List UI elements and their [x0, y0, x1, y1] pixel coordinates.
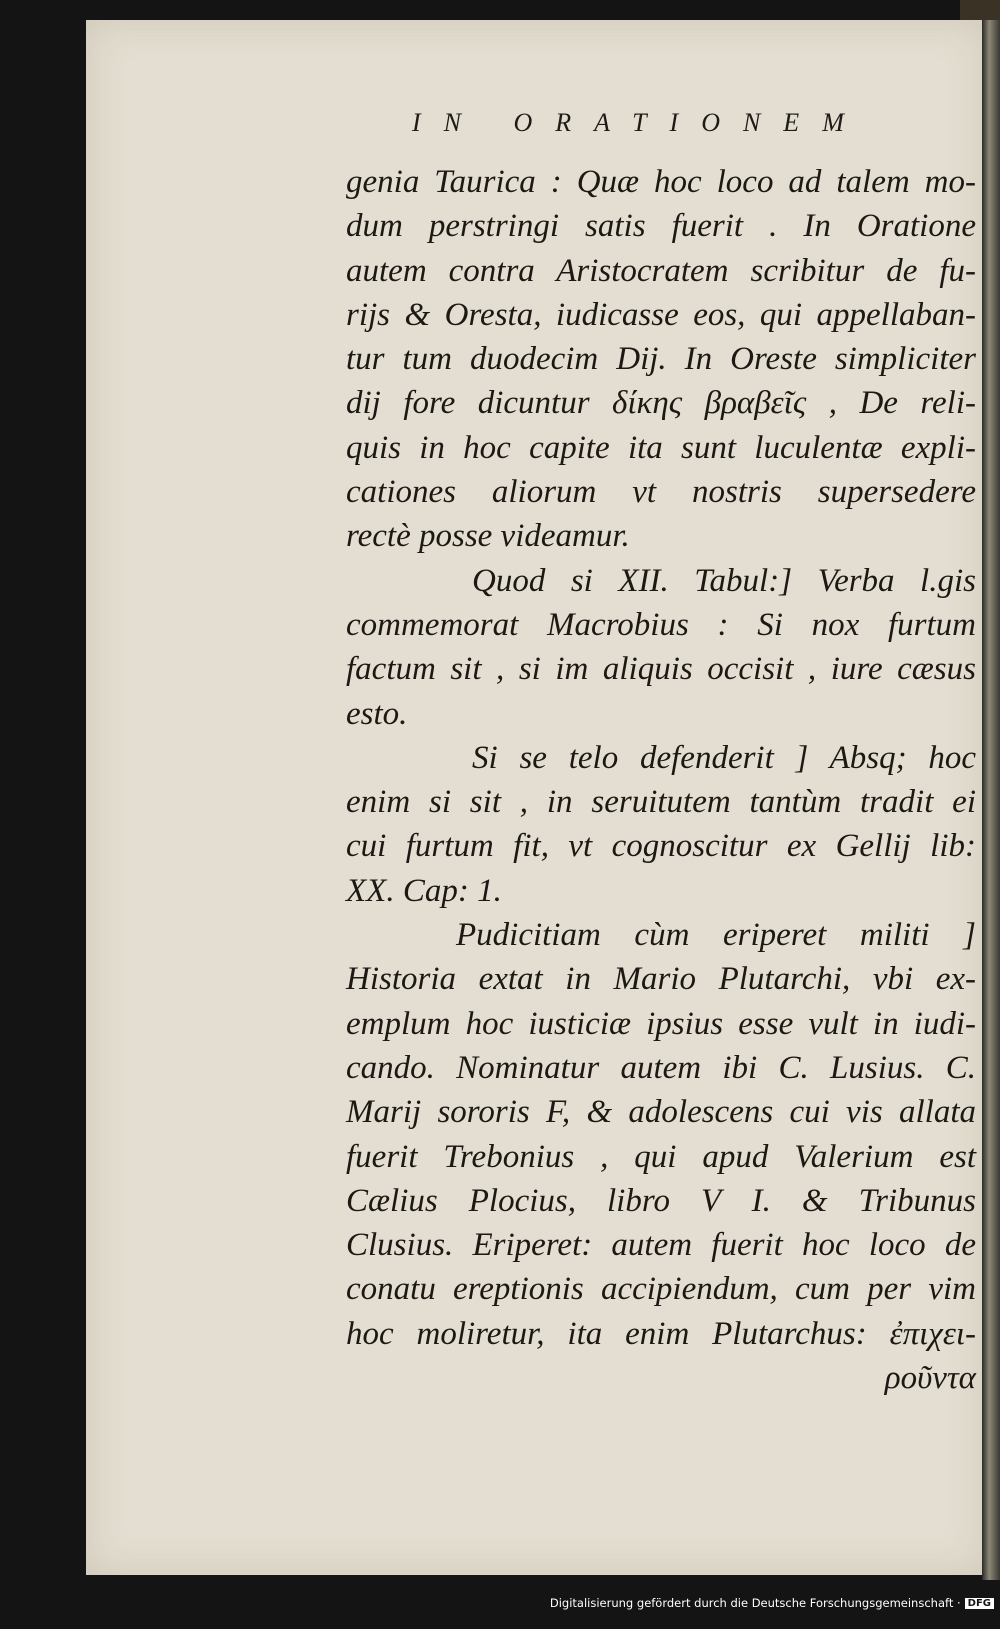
catchword: ροῦντα [884, 1360, 976, 1397]
text-line: Pudicitiam cùm eriperet militi ] [456, 917, 976, 954]
text-line: fuerit Trebonius , qui apud Valerium est [346, 1138, 976, 1175]
text-line: Clusius. Eriperet: autem fuerit hoc loco de [346, 1227, 976, 1264]
running-head: IN ORATIONEM [412, 108, 867, 137]
book-edge-top [960, 0, 1000, 22]
text-line: rectè posse videamur. [346, 518, 630, 555]
text-line: factum sit , si im aliquis occisit , iure cæsus [346, 651, 976, 688]
digitization-footer [0, 1596, 994, 1610]
text-line: Quod si XII. Tabul:] Verba l.gis [472, 562, 976, 599]
text-line: Marij sororis F, & adolescens cui vis allata [346, 1094, 976, 1131]
text-line: cui furtum fit, vt cognoscitur ex Gellij lib: [346, 828, 976, 865]
text-line: Cælius Plocius, libro V I. & Tribunus [346, 1182, 976, 1219]
text-line: cando. Nominatur autem ibi C. Lusius. C. [346, 1049, 976, 1086]
text-line: XX. Cap: 1. [346, 872, 502, 909]
text-line: rijs & Oresta, iudicasse eos, qui appellaban- [346, 296, 976, 333]
text-line: esto. [346, 695, 408, 732]
book-edge-right [982, 20, 1000, 1580]
text-line: hoc moliretur, ita enim Plutarchus: ἐπιχει- [346, 1315, 976, 1352]
text-line: conatu ereptionis accipiendum, cum per vim [346, 1271, 976, 1308]
text-line: Historia extat in Mario Plutarchi, vbi ex- [346, 961, 976, 998]
text-line: genia Taurica : Quæ hoc loco ad talem mo- [346, 164, 976, 200]
text-line: enim si sit , in seruitutem tantùm tradit ei [346, 784, 976, 821]
text-line: autem contra Aristocratem scribitur de fu- [346, 252, 976, 289]
dfg-logo: DFG [965, 1598, 994, 1609]
text-line: quis in hoc capite ita sunt luculentæ expli- [346, 429, 976, 466]
text-line: tur tum duodecim Dij. In Oreste simpliciter [346, 341, 976, 378]
text-line: cationes aliorum vt nostris supersedere [346, 474, 976, 511]
text-line: dij fore dicuntur δίκης βραβεῖς , De reli- [346, 385, 976, 422]
footer-text: Digitalisierung gefördert durch die Deutsche Forschungsgemeinschaft · [549, 1596, 961, 1610]
text-line: emplum hoc iusticiæ ipsius esse vult in iudi- [346, 1005, 976, 1042]
text-line: dum perstringi satis fuerit . In Oratione [346, 208, 976, 245]
text-line: commemorat Macrobius : Si nox furtum [346, 606, 976, 643]
text-line: Si se telo defenderit ] Absq; hoc [472, 739, 976, 776]
page-text [346, 160, 976, 1400]
